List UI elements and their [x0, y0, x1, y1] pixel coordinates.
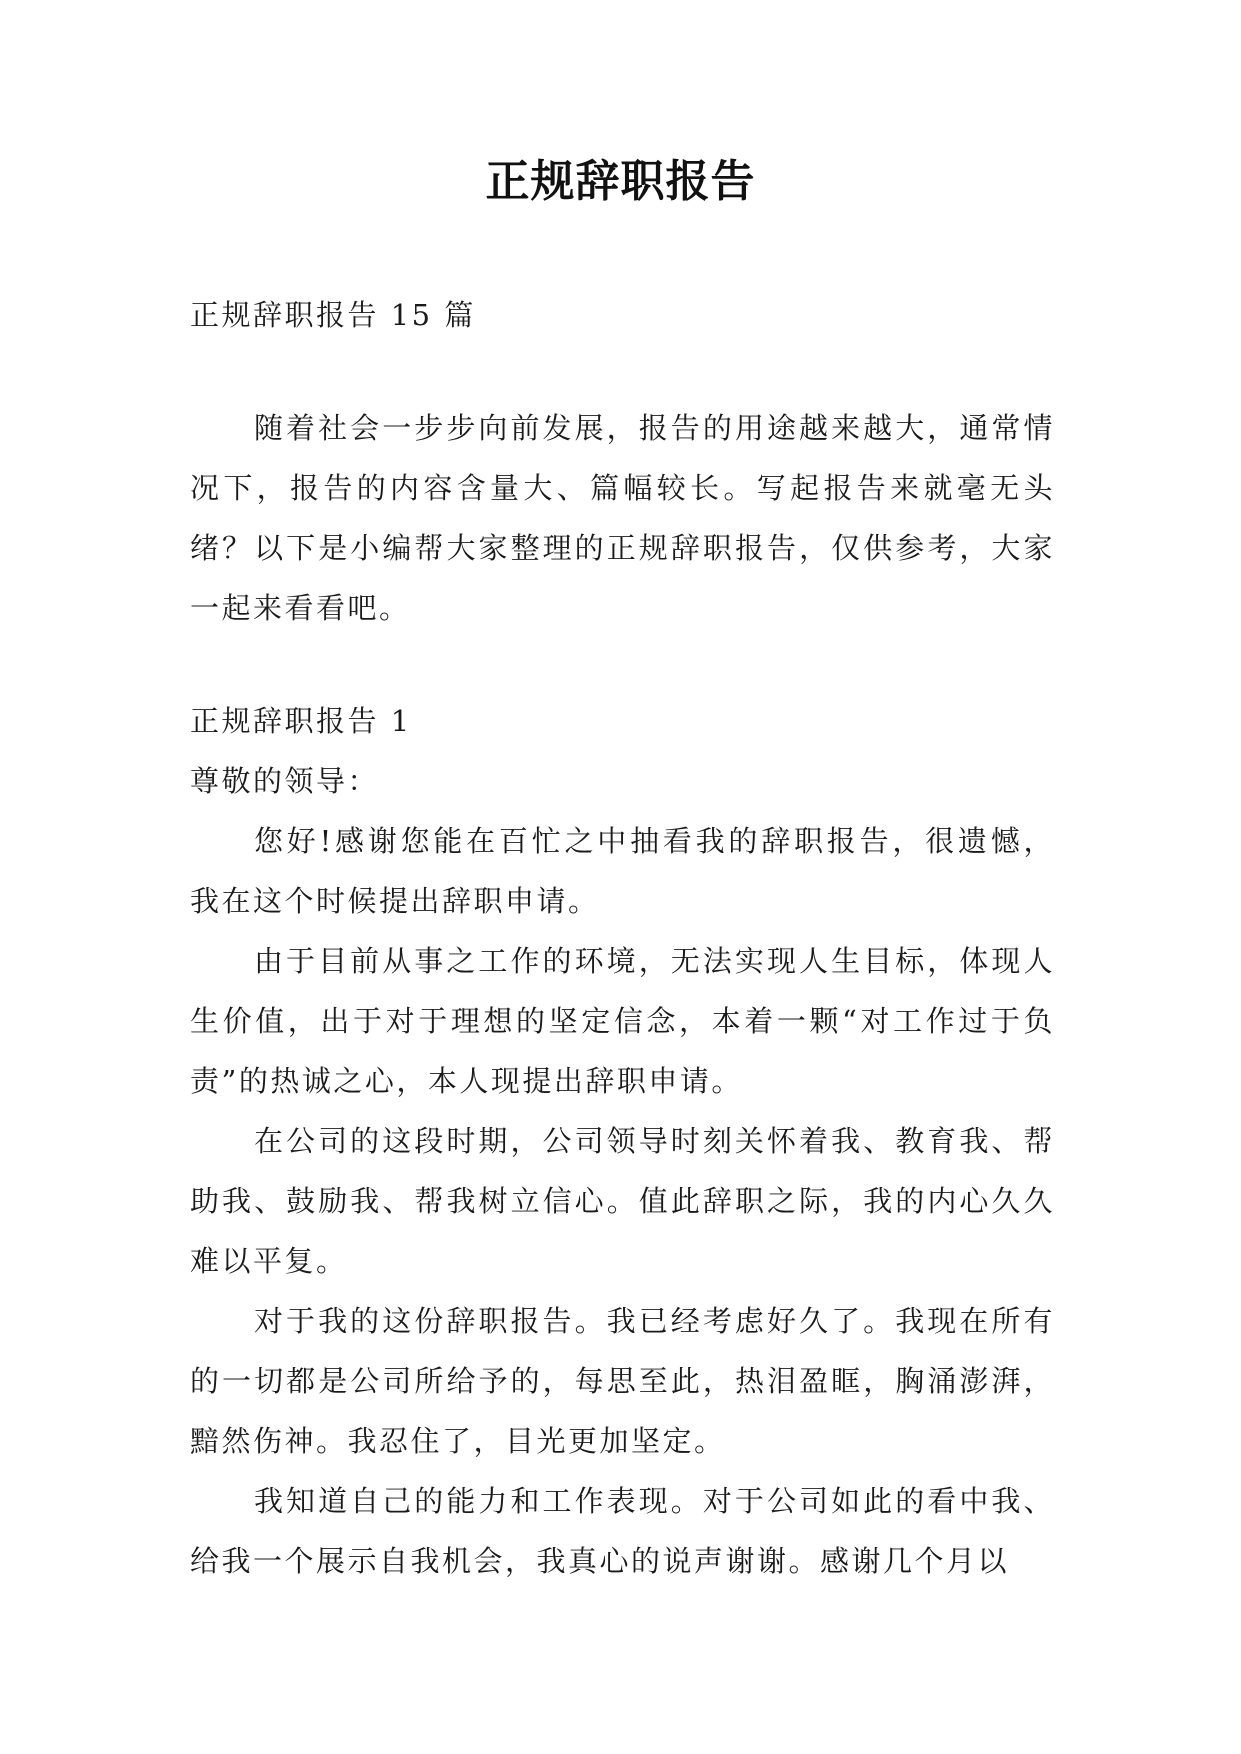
document-subtitle: 正规辞职报告 15 篇 — [190, 298, 476, 332]
document-body — [190, 285, 1055, 1591]
body-paragraph-4: 对于我的这份辞职报告。我已经考虑好久了。我现在所有的一切都是公司所给予的，每思至此，热泪盈眶，胸涌澎湃，黯然伤神。我忍住了，目光更加坚定。 — [190, 1304, 1055, 1458]
intro-paragraph: 随着社会一步步向前发展，报告的用途越来越大，通常情况下，报告的内容含量大、篇幅较长。写起报告来就毫无头绪？以下是小编帮大家整理的正规辞职报告，仅供参考，大家一起来看看吧。 — [190, 411, 1055, 625]
document-title: 正规辞职报告 — [485, 156, 756, 207]
body-paragraph-5: 我知道自己的能力和工作表现。对于公司如此的看中我、给我一个展示自我机会，我真心的说声谢谢。感谢几个月以 — [190, 1484, 1055, 1578]
body-paragraph-2: 由于目前从事之工作的环境，无法实现人生目标，体现人生价值，出于对于理想的坚定信念，本着一颗“对工作过于负责”的热诚之心，本人现提出辞职申请。 — [190, 944, 1055, 1098]
salutation: 尊敬的领导： — [190, 764, 380, 798]
body-paragraph-1: 您好!感谢您能在百忙之中抽看我的辞职报告，很遗憾，我在这个时候提出辞职申请。 — [190, 824, 1055, 918]
body-paragraph-3: 在公司的这段时期，公司领导时刻关怀着我、教育我、帮助我、鼓励我、帮我树立信心。值此辞职之际，我的内心久久难以平复。 — [190, 1124, 1055, 1278]
section-heading: 正规辞职报告 1 — [190, 704, 412, 738]
